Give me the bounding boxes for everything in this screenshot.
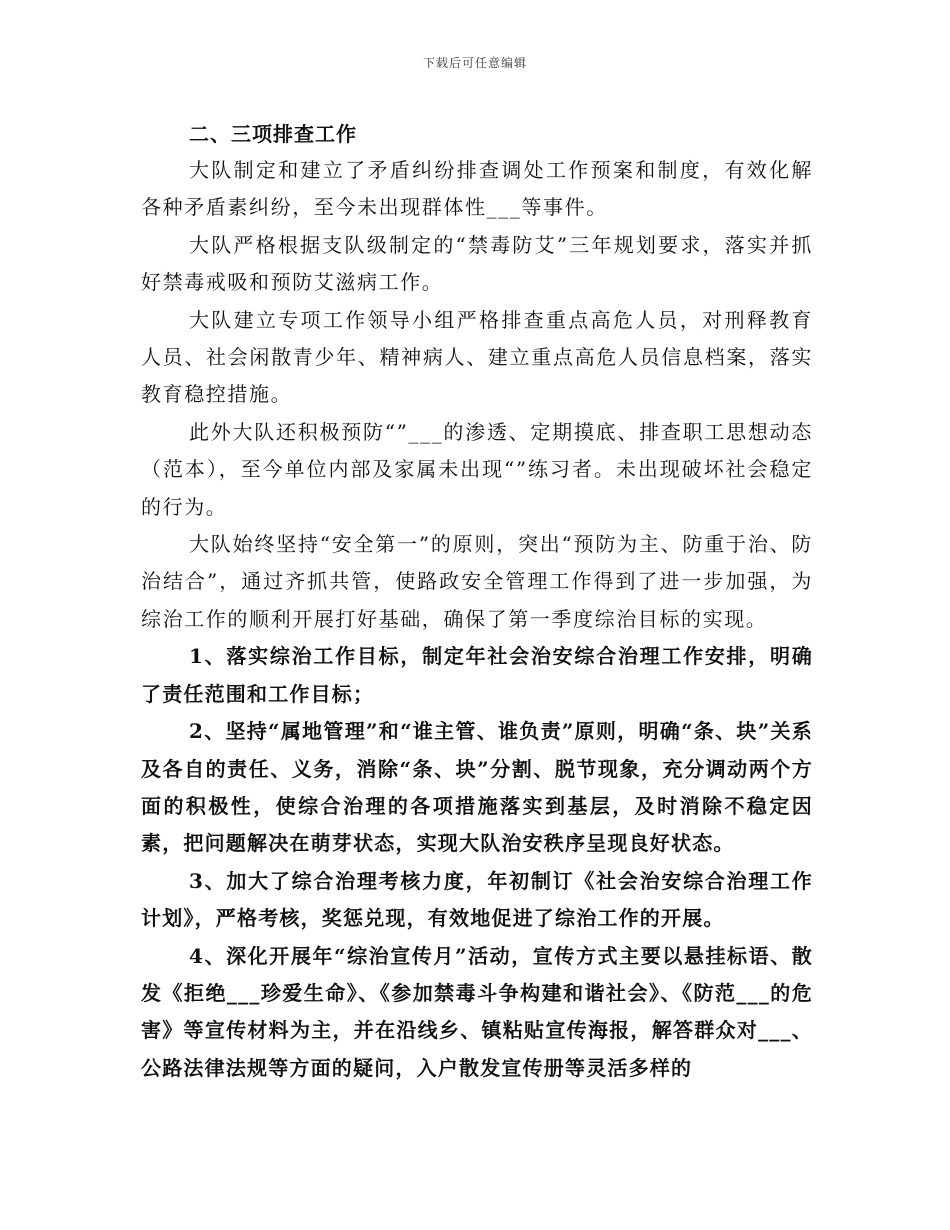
numbered-item-4: 4、深化开展年“综治宣传月”活动，宣传方式主要以悬挂标语、散发《拒绝___珍爱生命》、《参加禁毒斗争构建和谐社会》、《防范___的危害》等宣传材料为主，并在沿线乡、镇粘贴宣传海报，解答群众对___、公路法律法规等方面的疑问，入户散发宣传册等灵活多样的 [141,943,813,1080]
paragraph-4: 此外大队还积极预防“”___的渗透、定期摸底、排查职工思想动态（范本），至今单位内部及家属未出现“”练习者。未出现破坏社会稳定的行为。 [141,419,813,519]
paragraph-1: 大队制定和建立了矛盾纠纷排查调处工作预案和制度，有效化解各种矛盾素纠纷，至今未出现群体性___等事件。 [141,158,813,220]
numbered-item-2: 2、坚持“属地管理”和“谁主管、谁负责”原则，明确“条、块”关系及各自的责任、义务，消除“条、块”分割、脱节现象，充分调动两个方面的积极性，使综合治理的各项措施落实到基层，及时消除不稳定因素，把问题解决在萌芽状态，实现大队治安秩序呈现良好状态。 [141,719,813,856]
numbered-item-3: 3、加大了综合治理考核力度，年初制订《社会治安综合治理工作计划》，严格考核，奖惩兑现，有效地促进了综治工作的开展。 [141,868,813,931]
paragraph-5: 大队始终坚持“安全第一”的原则，突出“预防为主、防重于治、防治结合”，通过齐抓共管，使路政安全管理工作得到了进一步加强，为综治工作的顺利开展打好基础，确保了第一季度综治目标的实现。 [141,532,813,631]
paragraph-2: 大队严格根据支队级制定的“禁毒防艾”三年规划要求，落实并抓好禁毒戒吸和预防艾滋病工作。 [141,232,813,295]
section-heading: 二、三项排查工作 [189,122,357,146]
paragraph-3: 大队建立专项工作领导小组严格排查重点高危人员，对刑释教育人员、社会闲散青少年、精神病人、建立重点高危人员信息档案，落实教育稳控措施。 [141,307,813,407]
numbered-item-1: 1、落实综治工作目标，制定年社会治安综合治理工作安排，明确了责任范围和工作目标； [141,644,813,706]
page-header: 下载后可任意编辑 [422,56,527,70]
document-body [141,116,813,1087]
